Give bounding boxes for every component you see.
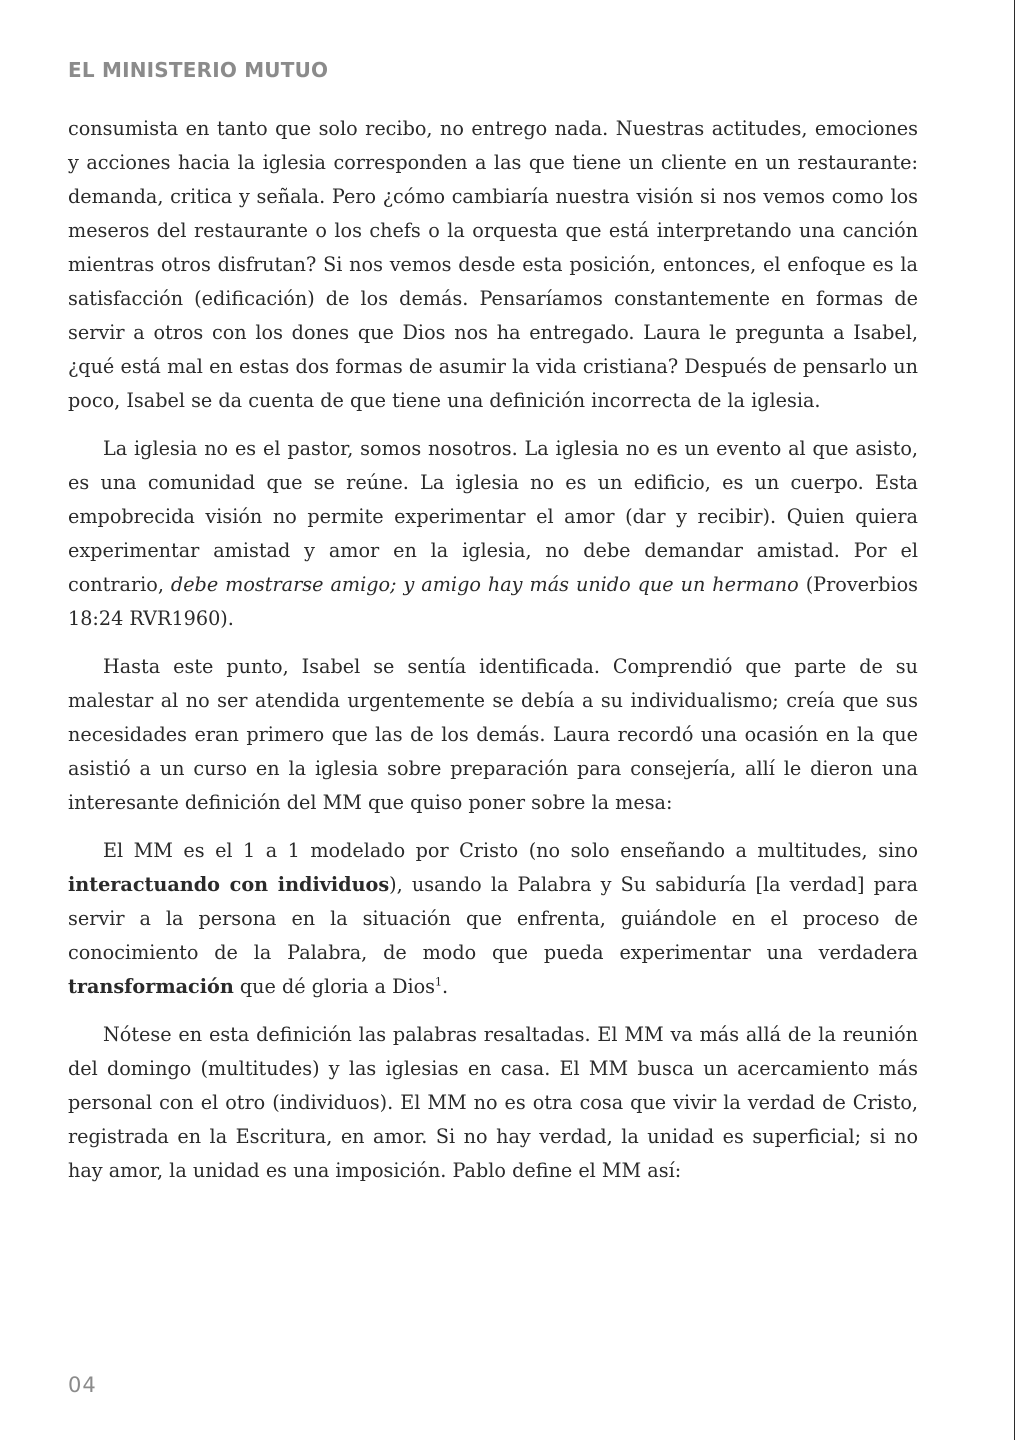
highlight-individuos: interactuando con individuos — [68, 873, 390, 896]
running-header-title: EL MINISTERIO MUTUO — [68, 58, 329, 82]
definition-part-3: que dé gloria a Dios — [233, 975, 435, 998]
paragraph-5: Nótese en esta definición las palabras resaltadas. El MM va más allá de la reunión del domingo (multitudes) y las iglesias en casa. El MM busca un acercamiento más personal con el otro (individuos). El MM no es otra cosa que vivir la verdad de Cristo, registrada en la Escritura, en amor. Si no hay verdad, la unidad es superficial; si no hay amor, la unidad es una imposición. Pablo define el MM así: — [68, 1023, 918, 1182]
body-text — [68, 112, 918, 1202]
bible-quote: debe mostrarse amigo; y amigo hay más unido que un hermano — [170, 573, 799, 596]
paragraph-3: Hasta este punto, Isabel se sentía identificada. Comprendió que parte de su malestar al no ser atendida urgentemente se debía a su individualismo; creía que sus necesidades eran primero que las de los demás. Laura recordó una ocasión en la que asistió a un curso en la iglesia sobre preparación para consejería, allí le dieron una interesante definición del MM que quiso poner sobre la mesa: — [68, 655, 918, 814]
definition-part-2: ), usando la Palabra y Su sabiduría [la verdad] para servir a la persona en la situación que enfrenta, guiándole en el proceso de conocimiento de la Palabra, de modo que pueda experimentar una verdadera — [68, 873, 918, 964]
highlight-transformacion: transformación — [68, 975, 234, 998]
footnote-marker[interactable]: 1 — [435, 975, 442, 989]
paragraph-2-text-before: La iglesia no es el pastor, somos nosotros. La iglesia no es un evento al que asisto, es una comunidad que se reúne. La iglesia no es un edificio, es un cuerpo. Esta empobrecida visión no permite experimentar el amor (dar y recibir). Quien quiera experimentar amistad y amor en la iglesia, no debe demandar amistad. Por el contrario, — [68, 437, 918, 596]
definition-part-1: El MM es el 1 a 1 modelado por Cristo (no solo enseñando a multitudes, sino — [103, 839, 918, 862]
paragraph-2 — [68, 432, 918, 636]
page-number: 04 — [68, 1373, 97, 1397]
definition-part-4: . — [442, 975, 449, 998]
paragraph-2-text-after: (Proverbios 18:24 RVR1960). — [68, 573, 919, 630]
paragraph-1: consumista en tanto que solo recibo, no entrego nada. Nuestras actitudes, emociones y acciones hacia la iglesia corresponden a las que tiene un cliente en un restaurante: demanda, critica y señala. Pero ¿cómo cambiaría nuestra visión si nos vemos como los meseros del restaurante o los chefs o la orquesta que está interpretando una canción mientras otros disfrutan? Si nos vemos desde esta posición, entonces, el enfoque es la satisfacción (edificación) de los demás. Pensaríamos constantemente en formas de servir a otros con los dones que Dios nos ha entregado. Laura le pregunta a Isabel, ¿qué está mal en estas dos formas de asumir la vida cristiana? Después de pensarlo un poco, Isabel se da cuenta de que tiene una definición incorrecta de la iglesia. — [68, 117, 918, 412]
paragraph-4-definition — [68, 834, 918, 1004]
